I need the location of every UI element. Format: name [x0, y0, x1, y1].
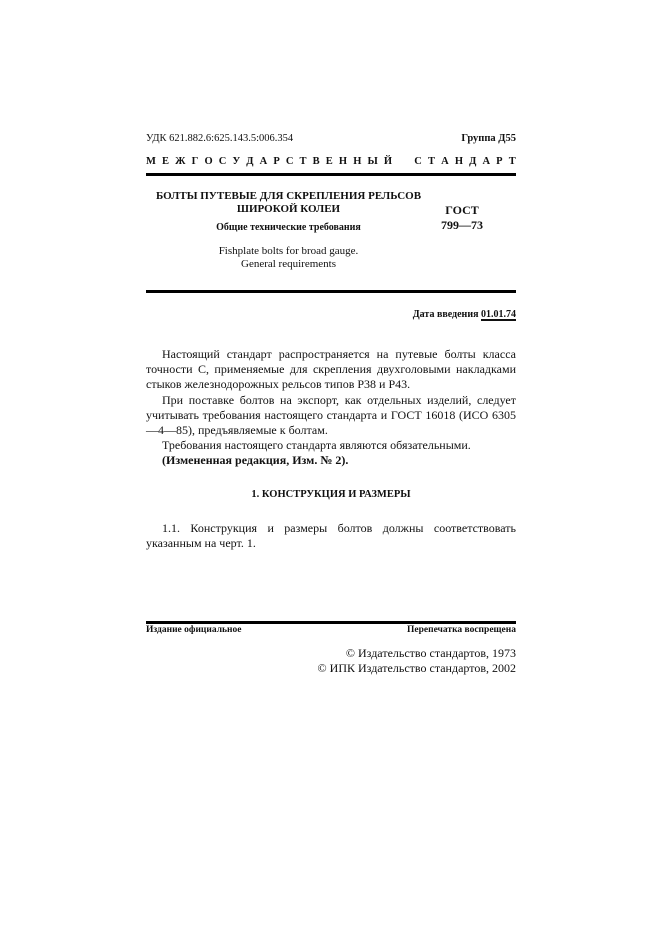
word-gap	[398, 156, 408, 167]
letter: Н	[338, 156, 348, 167]
footer-divider	[146, 621, 516, 624]
date-label: Дата введения	[412, 309, 479, 320]
title-divider	[146, 290, 516, 293]
english-title-line-1: Fishplate bolts for broad gauge.	[218, 245, 359, 257]
letter: С	[218, 156, 227, 167]
letter: Ж	[175, 156, 186, 167]
section-heading: 1. КОНСТРУКЦИЯ И РАЗМЕРЫ	[251, 489, 411, 500]
title-line-2: ШИРОКОЙ КОЛЕИ	[236, 203, 341, 215]
header-row	[146, 133, 516, 144]
letter: Й	[383, 156, 393, 167]
reprint-notice: Перепечатка воспрещена	[406, 625, 516, 635]
introduction-date	[413, 309, 516, 320]
letter: Т	[299, 156, 307, 167]
official-edition-label: Издание официальное	[146, 625, 242, 635]
copyright-block	[318, 646, 516, 676]
letter: Т	[508, 156, 516, 167]
english-title-line-2: General requirements	[241, 258, 336, 270]
letter: С	[285, 156, 294, 167]
intro-text	[146, 347, 516, 469]
paragraph: При поставке болтов на экспорт, как отдельных изделий, следует учитывать требования настоящего стандарта и ГОСТ 16018 (ИСО 6305—4—85), предъявляемые к болтам.	[146, 392, 516, 438]
paragraph: Требования настоящего стандарта являются обязательными.	[162, 438, 471, 453]
letter: Г	[191, 156, 199, 167]
letter: М	[146, 156, 156, 167]
group-code: Группа Д55	[461, 133, 516, 144]
gost-number: 799—73	[441, 218, 483, 232]
document-title	[146, 190, 431, 216]
copyright-line-2: © ИПК Издательство стандартов, 2002	[317, 661, 516, 675]
header-divider	[146, 173, 516, 176]
footer-row	[146, 625, 516, 635]
amendment-note: (Измененная редакция, Изм. № 2).	[162, 453, 349, 468]
letter: Р	[496, 156, 503, 167]
letter: А	[259, 156, 268, 167]
letter: Т	[428, 156, 436, 167]
clause-text	[146, 521, 516, 551]
letter: Е	[162, 156, 170, 167]
letter: В	[312, 156, 320, 167]
clause-1-1: 1.1. Конструкция и размеры болтов должны соответствовать указанным на черт. 1.	[146, 521, 516, 551]
letter: С	[414, 156, 422, 167]
letter: Ы	[367, 156, 378, 167]
standard-type-heading	[146, 156, 516, 167]
letter: А	[441, 156, 449, 167]
letter: Р	[273, 156, 280, 167]
letter: Н	[454, 156, 463, 167]
letter: А	[482, 156, 491, 167]
document-page	[146, 0, 516, 936]
gost-label: ГОСТ	[445, 203, 479, 217]
copyright-line-1: © Издательство стандартов, 1973	[345, 646, 516, 660]
title-line-1: БОЛТЫ ПУТЕВЫЕ ДЛЯ СКРЕПЛЕНИЯ РЕЛЬСОВ	[155, 190, 422, 202]
letter: Н	[353, 156, 362, 167]
letter: У	[232, 156, 241, 167]
english-title	[146, 245, 431, 271]
paragraph: Настоящий стандарт распространяется на путевые болты класса точности С, применяемые для скрепления двухголовыми накладками стыков железнодорожных рельсов типов Р38 и Р43.	[146, 347, 516, 392]
document-subtitle: Общие технические требования	[216, 222, 361, 233]
letter: Д	[246, 156, 254, 167]
letter: Е	[325, 156, 333, 167]
gost-designation	[432, 203, 492, 233]
udk-code: УДК 621.882.6:625.143.5:006.354	[146, 133, 294, 144]
letter: О	[204, 156, 213, 167]
date-value: 01.01.74	[481, 309, 516, 320]
letter: Д	[469, 156, 477, 167]
